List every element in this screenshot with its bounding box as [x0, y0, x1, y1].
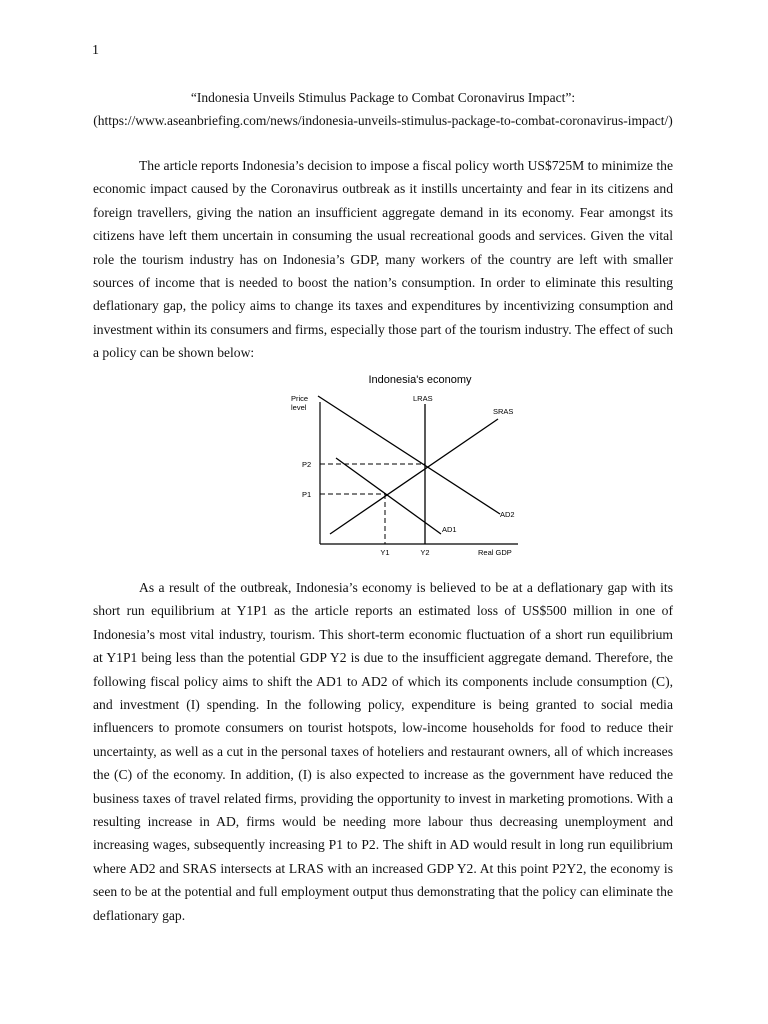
paragraph-intro: The article reports Indonesia’s decision to impose a fiscal policy worth US$725M to minimize the economic impact caused by the Coronavirus outbreak as it instills uncertainty and fear in its citizens and foreign travellers, giving the nation an insufficient aggregate demand in its economy. Fear amongst its citizens have left them uncertain in consuming the usual recreational goods and services. Given the vital role the tourism industry has on Indonesia’s GDP, many workers of the country are left with smaller sources of income that is needed to boost the nation’s consumption. In order to eliminate this resulting deflationary gap, the policy aims to change its taxes and expenditures by incentivizing consumption and investment within its consumers and firms, especially those part of the tourism industry. The effect of such a policy can be shown below:	[93, 158, 674, 361]
y-axis-label-level: level	[291, 403, 307, 412]
ad1-label: AD1	[442, 525, 457, 534]
diagram-title: Indonesia's economy	[368, 374, 472, 386]
ad2-label: AD2	[500, 510, 515, 519]
p1-tick-label: P1	[302, 490, 312, 499]
article-url: (https://www.aseanbriefing.com/news/indonesia-unveils-stimulus-package-to-combat-coronavirus-impact/)	[93, 113, 673, 128]
article-title: “Indonesia Unveils Stimulus Package to Combat Coronavirus Impact”:	[190, 90, 576, 105]
article-heading	[92, 86, 674, 132]
ad-as-diagram	[280, 368, 540, 564]
ad2-curve	[318, 396, 500, 514]
ad-as-diagram-svg	[280, 368, 540, 564]
p2-tick-label: P2	[302, 460, 312, 469]
y-axis-label-price: Price	[291, 394, 309, 403]
sras-curve	[330, 419, 498, 534]
paragraph-analysis: As a result of the outbreak, Indonesia’s economy is believed to be at a deflationary gap with its short run equilibrium at Y1P1 as the article reports an estimated loss of US$500 million in one of Indonesia’s most vital industry, tourism. This short-term economic fluctuation of a short run equilibrium at Y1P1 being less than the potential GDP Y2 is due to the insufficient aggregate demand. Therefore, the following fiscal policy aims to shift the AD1 to AD2 of which its components include consumption (C), and investment (I) spending. In the following policy, expenditure is being granted to social media influencers to promote consumers on tourist hotspots, low-income households for food to reduce their uncertainty, as well as a cut in the personal taxes of hoteliers and restaurant owners, all of which increases the (C) of the economy. In addition, (I) is also expected to increase as the government have reduced the business taxes of travel related firms, providing the opportunity to invest in marketing promotions. With a resulting increase in AD, firms would be needing more labour thus decreasing unemployment and increasing wages, subsequently increasing P1 to P2. The shift in AD would result in long run equilibrium where AD2 and SRAS intersects at LRAS with an increased GDP Y2. At this point P2Y2, the economy is seen to be at the potential and full employment output thus demonstrating that the policy can eliminate the deflationary gap.	[93, 580, 673, 923]
page-number: 1	[92, 43, 99, 58]
sras-label: SRAS	[493, 407, 514, 416]
lras-label: LRAS	[413, 394, 433, 403]
y1-tick-label: Y1	[380, 548, 390, 557]
y2-tick-label: Y2	[420, 548, 430, 557]
x-axis-label: Real GDP	[478, 548, 512, 557]
